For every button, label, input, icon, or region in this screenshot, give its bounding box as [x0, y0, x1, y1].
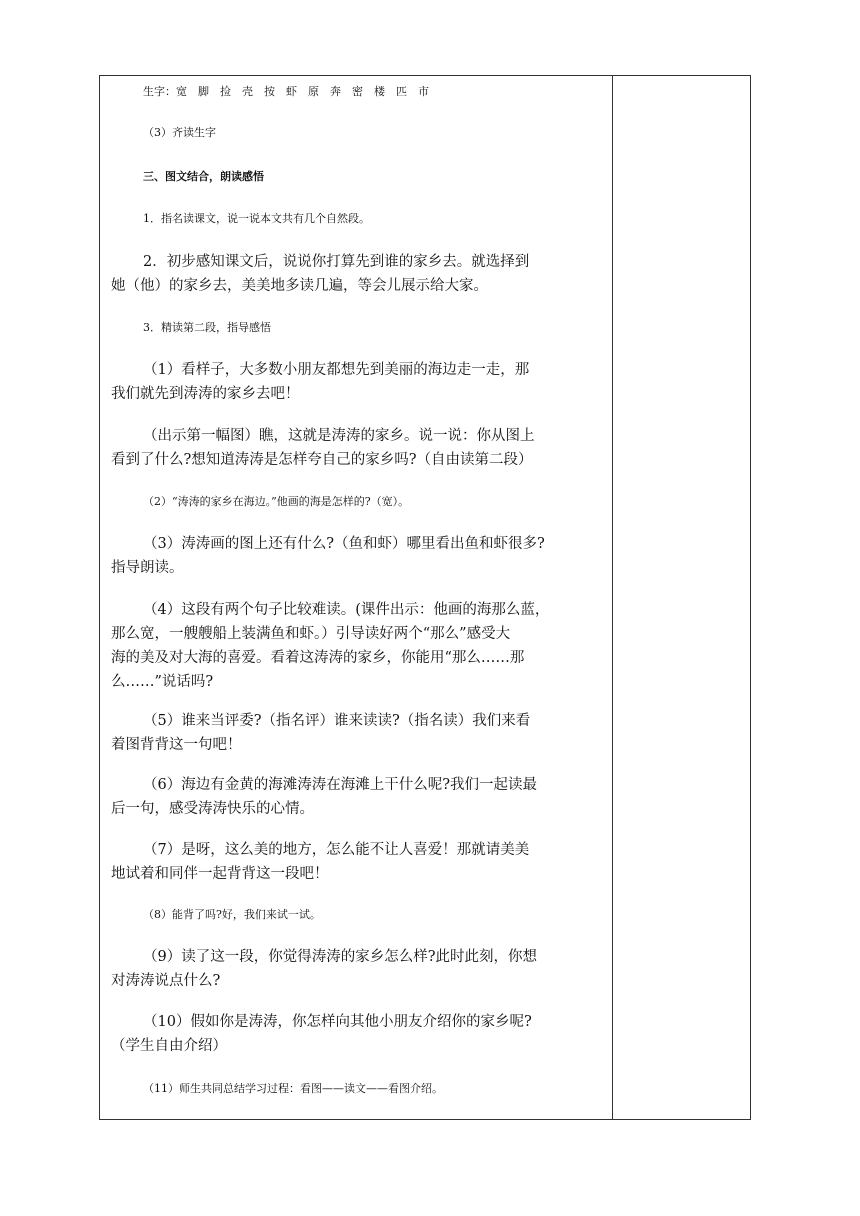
- step-1: [143, 207, 637, 231]
- paragraph-5-line-1: （4）这段有两个句子比较难读。(课件出示：他画的海那么蓝，: [143, 602, 550, 618]
- paragraph-3: [143, 490, 637, 514]
- new-characters-text: 生字：宽 脚 捡 壳 按 虾 原 奔 密 楼 匹 市: [143, 85, 429, 98]
- step-3: [143, 316, 637, 340]
- paragraph-4-line-1: （3）涛涛画的图上还有什么?（鱼和虾）哪里看出鱼和虾很多?: [143, 536, 545, 552]
- lesson-table: [99, 75, 751, 1120]
- paragraph-7-line-1: （6）海边有金黄的海滩涛涛在海滩上干什么呢?我们一起读最: [143, 777, 537, 793]
- paragraph-5-line-4: 么……”说话吗?: [111, 674, 214, 690]
- paragraph-9: [143, 903, 637, 927]
- paragraph-11-line-1: （10）假如你是涛涛，你怎样向其他小朋友介绍你的家乡呢?: [143, 1014, 532, 1030]
- paragraph-4-line-2: 指导朗读。: [111, 560, 184, 576]
- read-characters-text: （3）齐读生字: [143, 126, 216, 139]
- paragraph-6: [111, 709, 605, 757]
- paragraph-11: [111, 1010, 605, 1058]
- paragraph-5: [111, 598, 605, 694]
- new-characters-line: [143, 80, 613, 104]
- paragraph-11-line-2: （学生自由介绍）: [111, 1038, 227, 1054]
- paragraph-10-line-2: 对涛涛说点什么?: [111, 973, 221, 989]
- paragraph-6-line-1: （5）谁来当评委?（指名评）谁来读读?（指名读）我们来看: [143, 713, 531, 729]
- paragraph-10: [111, 945, 605, 993]
- paragraph-1-line-2: 我们就先到涛涛的家乡去吧！: [111, 386, 300, 402]
- paragraph-1: [111, 358, 605, 406]
- lesson-content-cell: [100, 76, 612, 1119]
- paragraph-9-text: （8）能背了吗?好，我们来试一试。: [143, 908, 321, 921]
- paragraph-7-line-2: 后一句，感受涛涛快乐的心情。: [111, 801, 314, 817]
- paragraph-1-line-1: （1）看样子，大多数小朋友都想先到美丽的海边走一走，那: [143, 362, 530, 378]
- paragraph-5-line-2: 那么宽，一艘艘船上装满鱼和虾。）引导读好两个“那么”感受大: [111, 626, 511, 642]
- paragraph-2-line-2: 看到了什么?想知道涛涛是怎样夸自己的家乡吗?（自由读第二段）: [111, 452, 533, 468]
- step-3-text: 3．精读第二段，指导感悟: [143, 321, 271, 334]
- section-3-heading: [143, 165, 637, 189]
- step-2: [111, 250, 605, 298]
- paragraph-8-line-1: （7）是呀，这么美的地方，怎么能不让人喜爱！那就请美美: [143, 842, 530, 858]
- paragraph-5-line-3: 海的美及对大海的喜爱。看着这涛涛的家乡，你能用“那么……那: [111, 650, 525, 666]
- paragraph-4: [111, 532, 605, 580]
- paragraph-6-line-2: 着图背背这一句吧！: [111, 737, 242, 753]
- paragraph-2-line-1: （出示第一幅图）瞧，这就是涛涛的家乡。说一说：你从图上: [143, 428, 535, 444]
- paragraph-8: [111, 838, 605, 886]
- step-2-line-1: 2．初步感知课文后，说说你打算先到谁的家乡去。就选择到: [143, 254, 530, 270]
- paragraph-8-line-2: 地试着和同伴一起背背这一段吧！: [111, 866, 329, 882]
- paragraph-12-text: （11）师生共同总结学习过程：看图——读文——看图介绍。: [143, 1082, 443, 1095]
- section-3-title: 三、图文结合，朗读感悟: [143, 170, 264, 183]
- step-2-line-2: 她（他）的家乡去，美美地多读几遍，等会儿展示给大家。: [111, 278, 488, 294]
- paragraph-12: [143, 1077, 637, 1101]
- notes-cell: [613, 76, 750, 1119]
- paragraph-10-line-1: （9）读了这一段，你觉得涛涛的家乡怎么样?此时此刻，你想: [143, 949, 537, 965]
- read-characters-together: [143, 121, 637, 145]
- paragraph-2: [111, 424, 605, 472]
- paragraph-3-text: （2）“涛涛的家乡在海边。”他画的海是怎样的?（宽）。: [143, 495, 410, 508]
- step-1-text: 1．指名读课文，说一说本文共有几个自然段。: [143, 212, 370, 225]
- paragraph-7: [111, 773, 605, 821]
